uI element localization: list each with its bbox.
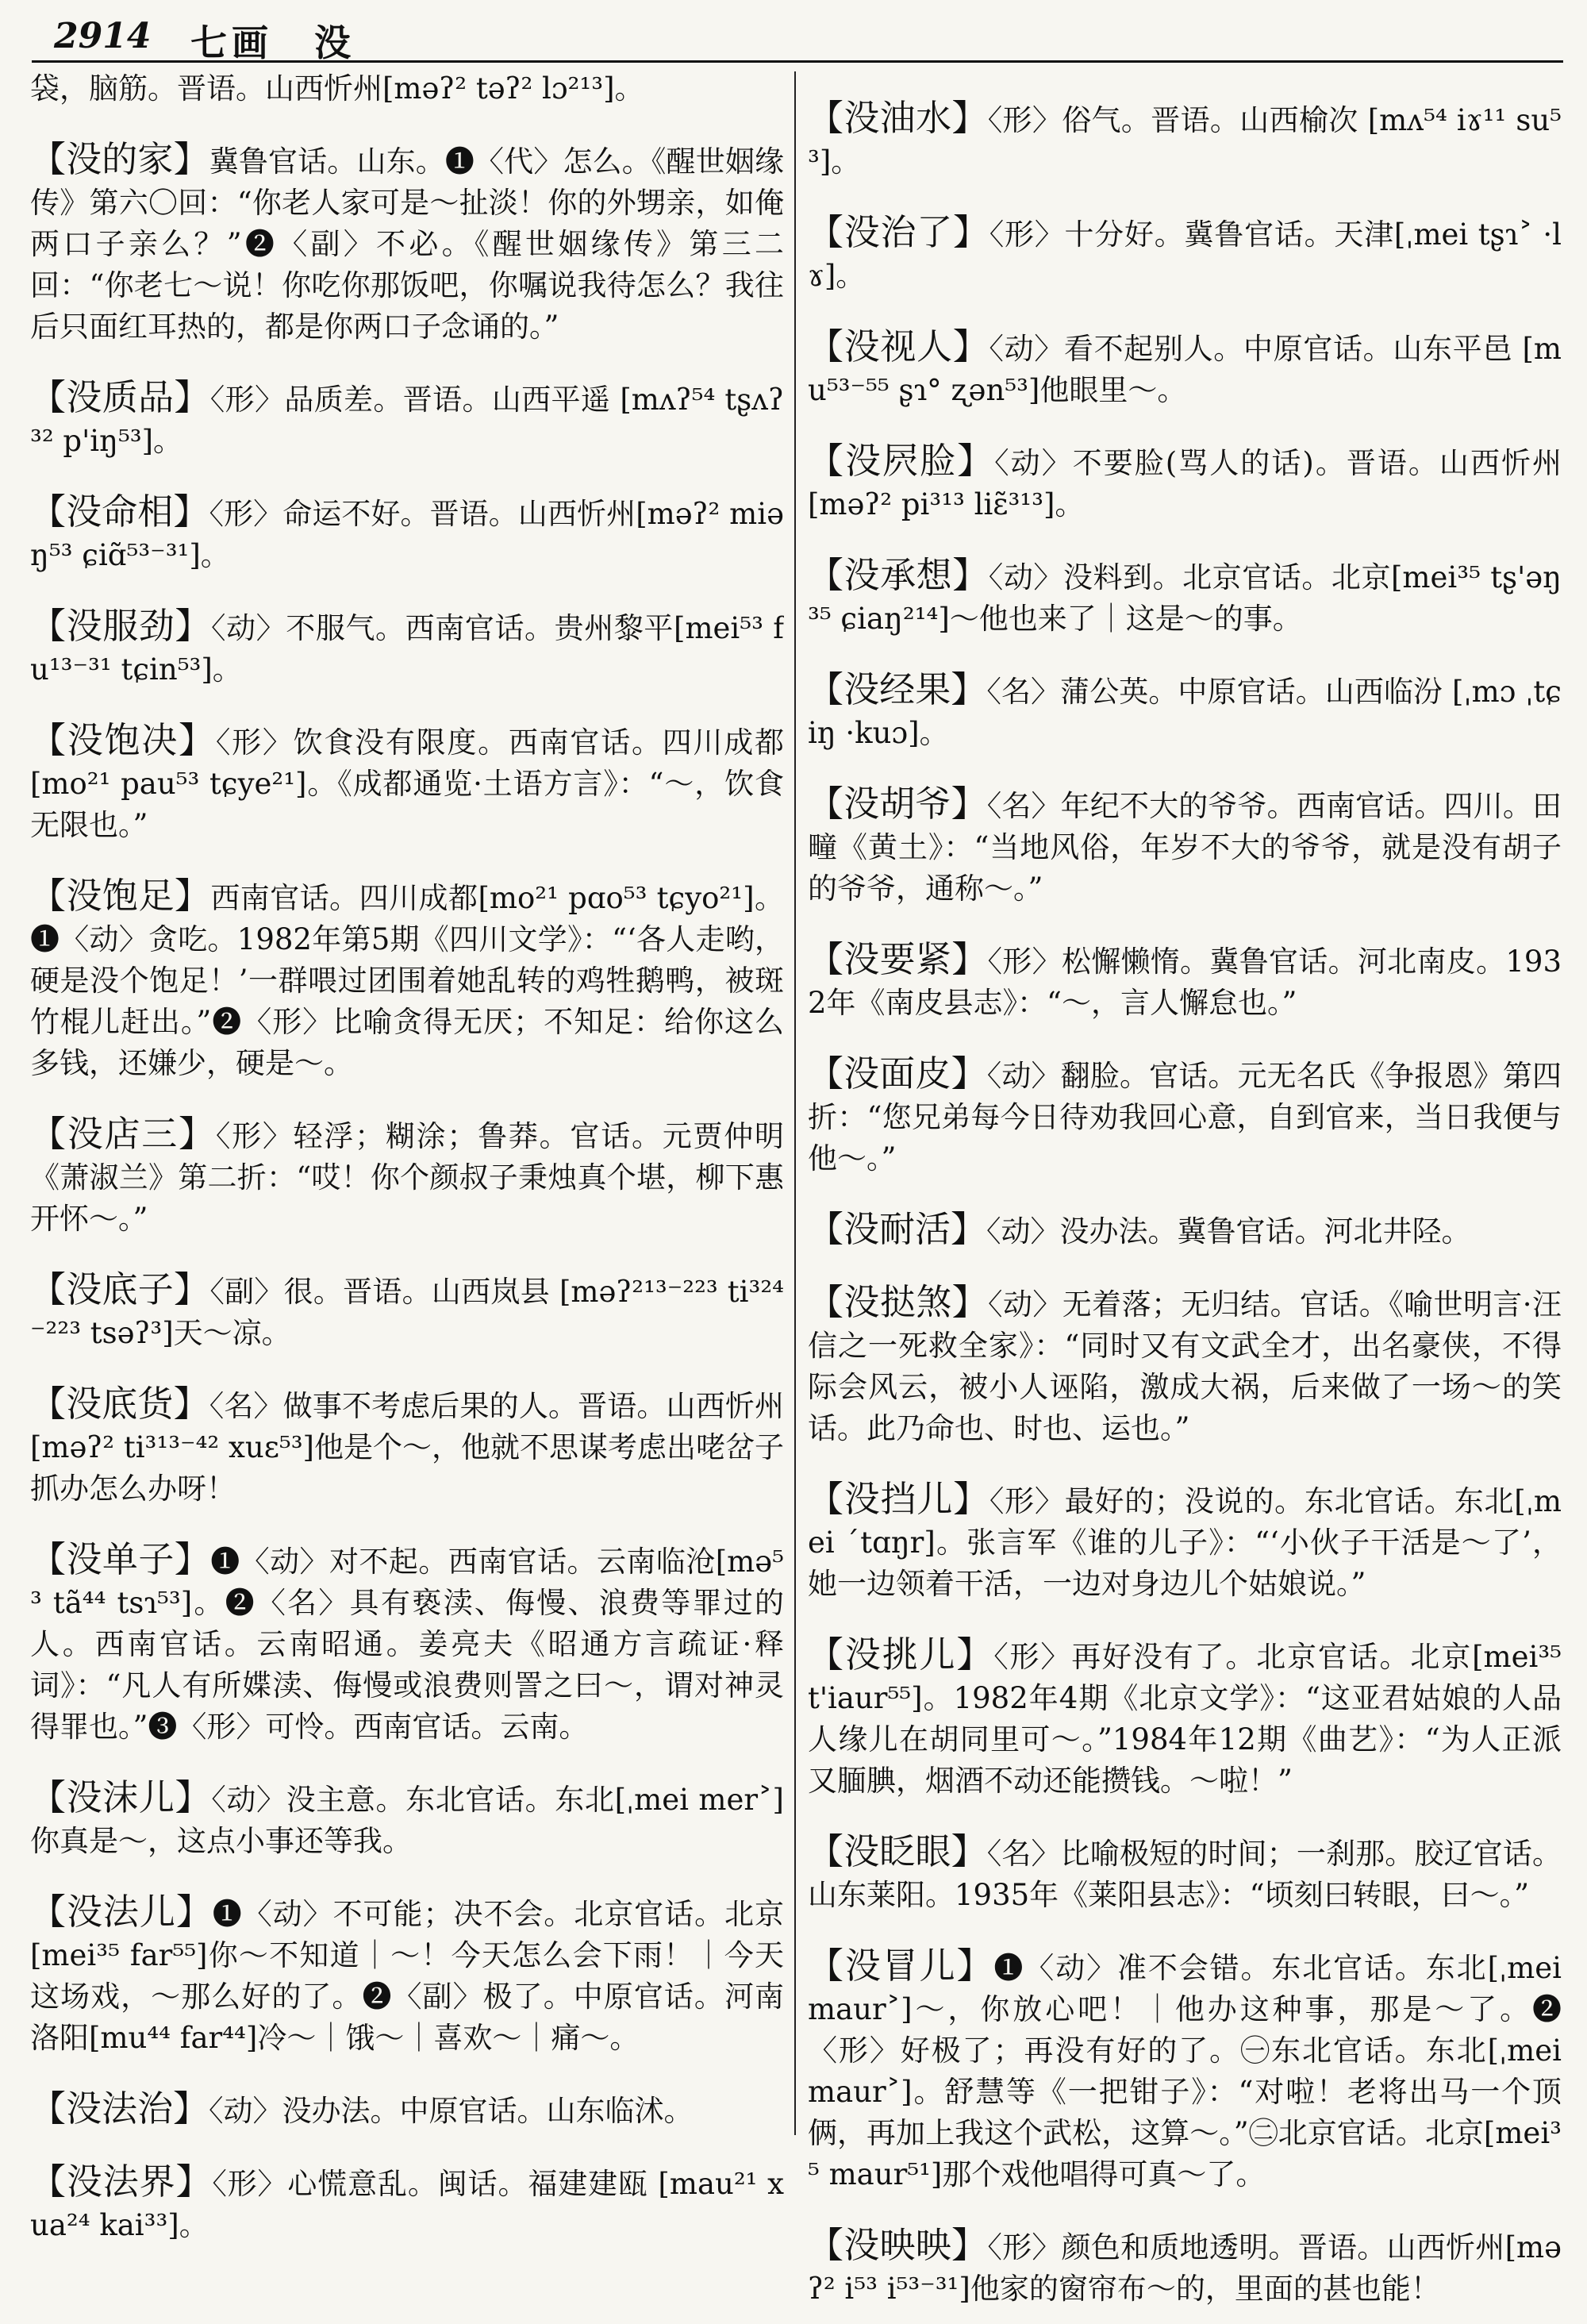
dictionary-entry bbox=[808, 1209, 1562, 1252]
page-number: 2914 bbox=[54, 16, 152, 56]
dictionary-entry bbox=[30, 1114, 784, 1240]
dictionary-entry bbox=[808, 1053, 1562, 1179]
dictionary-entry bbox=[30, 1269, 784, 1354]
entry-definition: ❶〈动〉不可能；决不会。北京官话。北京[mei³⁵ far⁵⁵]你～不知道｜～！今天怎么会下雨！｜今天这场戏，～那么好的了。❷〈副〉极了。中原官话。河南洛阳[mu⁴⁴ far⁴⁴]冷～｜饿～｜喜欢～｜痛～。 bbox=[30, 1897, 784, 2055]
entry-headword: 【没治了】 bbox=[808, 211, 989, 253]
entry-headword: 【没经果】 bbox=[808, 668, 987, 710]
dictionary-entry bbox=[808, 783, 1562, 910]
dictionary-entry bbox=[30, 1891, 784, 2059]
dictionary-entry bbox=[30, 2088, 784, 2132]
entry-headword: 【没视人】 bbox=[808, 325, 989, 367]
dictionary-entry bbox=[808, 1945, 1562, 2195]
entry-headword: 【没法治】 bbox=[30, 2087, 209, 2130]
dictionary-entry bbox=[30, 875, 784, 1084]
entry-headword: 【没挡儿】 bbox=[808, 1478, 989, 1520]
entry-headword: 【没面皮】 bbox=[808, 1052, 987, 1095]
entry-headword: 【没单子】 bbox=[30, 1538, 211, 1580]
dictionary-entry bbox=[808, 1831, 1562, 1916]
entry-headword: 【没映映】 bbox=[808, 2224, 988, 2266]
entry-definition: 西南官话。四川成都[mo²¹ pɑo⁵³ tɕyo²¹]。❶〈动〉贪吃。1982年第5期《四川文学》：“‘各人走哟，硬是没个饱足！’一群喂过团围着她乱转的鸡牲鹅鸭，被斑竹棍儿赶出。”❷〈形〉比喻贪得无厌；不知足：给你这么多钱，还嫌少，硬是～。 bbox=[30, 881, 784, 1080]
entry-headword: 【没承想】 bbox=[808, 554, 989, 596]
left-column bbox=[30, 68, 784, 2261]
entry-headword: 【没服劲】 bbox=[30, 605, 211, 647]
continuation-text: 袋，脑筋。晋语。山西忻州[məʔ² təʔ² lɔ²¹³]。 bbox=[30, 71, 644, 106]
dictionary-entry bbox=[808, 2225, 1562, 2310]
page-header bbox=[32, 11, 1563, 63]
entry-definition: 〈动〉不服气。西南官话。贵州黎平[mei⁵³ fu¹³⁻³¹ tɕin⁵³]。 bbox=[30, 611, 784, 687]
entry-headword: 【没挑儿】 bbox=[808, 1633, 994, 1676]
entry-headword: 【没胡爷】 bbox=[808, 783, 987, 825]
entry-headword: 【没饱决】 bbox=[30, 719, 216, 761]
entry-headword: 【没眨眼】 bbox=[808, 1830, 987, 1872]
entry-definition: ❶〈动〉对不起。西南官话。云南临沧[mə⁵³ tã⁴⁴ tsɿ⁵³]。❷〈名〉具有亵渎、侮慢、浪费等罪过的人。西南官话。云南昭通。姜亮夫《昭通方言疏证·释词》：“凡人有所媟渎、侮慢或浪费则詈之曰～，谓对神灵得罪也。”❸〈形〉可怜。西南官话。云南。 bbox=[30, 1545, 784, 1744]
entry-definition: ❶〈动〉准不会错。东北官话。东北[ˌmei maur˃]～，你放心吧！｜他办这种事，那是～了。❷〈形〉好极了；再没有好的了。㊀东北官话。东北[ˌmei maur˃]。舒慧等《一把钳子》：“对啦！老将出马一个顶俩，再加上我这个武松，这算～。”㊁北京官话。北京[mei³⁵ maur⁵¹]那个戏他唱得可真～了。 bbox=[808, 1951, 1562, 2191]
right-column bbox=[808, 68, 1562, 2324]
entry-headword: 【没耐活】 bbox=[808, 1208, 987, 1250]
dictionary-entry bbox=[30, 606, 784, 691]
entry-definition: 〈形〉松懈懒惰。冀鲁官话。河北南皮。1932年《南皮县志》：“～，言人懈怠也。” bbox=[808, 945, 1562, 1020]
dictionary-entry bbox=[30, 1777, 784, 1862]
dictionary-entry bbox=[808, 939, 1562, 1024]
entry-definition: 〈形〉饮食没有限度。西南官话。四川成都[mo²¹ pau⁵³ tɕye²¹]。《成都通览·土语方言》：“～，饮食无限也。” bbox=[30, 725, 784, 842]
entry-headword: 【没质品】 bbox=[30, 376, 210, 418]
dictionary-entry bbox=[808, 212, 1562, 297]
entry-definition: 〈形〉再好没有了。北京官话。北京[mei³⁵ t'iaur⁵⁵]。1982年4期《北京文学》：“这亚君姑娘的人品人缘儿在胡同里可～。”1984年12期《曲艺》：“为人正派又腼腆，烟酒不动还能攒钱。～啦！” bbox=[808, 1640, 1562, 1798]
entry-headword: 【没油水】 bbox=[808, 97, 988, 139]
dictionary-entry bbox=[30, 1539, 784, 1748]
entry-definition: 〈动〉没主意。东北官话。东北[ˌmei mer˃]你真是～，这点小事还等我。 bbox=[30, 1783, 784, 1858]
entry-definition: 〈名〉年纪不大的爷爷。西南官话。四川。田疃《黄土》：“当地风俗，年岁不大的爷爷，就是没有胡子的爷爷，通称～。” bbox=[808, 789, 1562, 906]
entry-definition: 〈动〉没办法。中原官话。山东临沭。 bbox=[209, 2094, 694, 2128]
entry-definition: 〈动〉不要脸(骂人的话)。晋语。山西忻州 [məʔ² pi³¹³ liɛ̃³¹³]。 bbox=[808, 446, 1562, 521]
dictionary-entry bbox=[808, 326, 1562, 411]
entry-definition: 〈形〉心慌意乱。闽话。福建建瓯 [mau²¹ xua²⁴ kai³³]。 bbox=[30, 2167, 784, 2242]
dictionary-entry bbox=[808, 98, 1562, 183]
entry-definition: 〈名〉做事不考虑后果的人。晋语。山西忻州[məʔ² ti³¹³⁻⁴² xuɛ⁵³]他是个～，他就不思谋考虑出咾岔子抓办怎么办呀！ bbox=[30, 1389, 784, 1506]
dictionary-entry bbox=[30, 139, 784, 348]
entry-definition: 〈形〉俗气。晋语。山西榆次 [mʌ⁵⁴ iɤ¹¹ su⁵³]。 bbox=[808, 103, 1562, 179]
entry-headword: 【没的家】 bbox=[30, 138, 209, 180]
entry-definition: 〈名〉蒲公英。中原官话。山西临汾 [ˌmɔ ˌtɕiŋ ·kuɔ]。 bbox=[808, 675, 1562, 750]
entry-headword: 【没法儿】 bbox=[30, 1891, 213, 1933]
entry-definition: 〈形〉品质差。晋语。山西平遥 [mʌʔ⁵⁴ tʂʌʔ³² p'iŋ⁵³]。 bbox=[30, 383, 784, 458]
dictionary-entry bbox=[30, 720, 784, 846]
entry-definition: 〈形〉轻浮；糊涂；鲁莽。官话。元贾仲明《萧淑兰》第二折：“哎！你个颜叔子秉烛真个堪，柳下惠开怀～。” bbox=[30, 1119, 784, 1236]
entry-definition: 〈副〉很。晋语。山西岚县 [məʔ²¹³⁻²²³ ti³²⁴⁻²²³ tsəʔ³]天～凉。 bbox=[30, 1275, 784, 1350]
entry-headword: 【没沫儿】 bbox=[30, 1776, 212, 1818]
dictionary-entry bbox=[30, 491, 784, 576]
entry-headword: 【没命相】 bbox=[30, 491, 209, 533]
entry-definition: 〈动〉看不起别人。中原官话。山东平邑 [mu⁵³⁻⁵⁵ ʂɿ° ʐən⁵³]他眼里～。 bbox=[808, 332, 1562, 407]
entry-definition: 〈形〉十分好。冀鲁官话。天津[ˌmei tʂɿ˃ ·lɤ]。 bbox=[808, 217, 1562, 293]
entry-headword: 【没要紧】 bbox=[808, 938, 988, 980]
dictionary-entry bbox=[30, 377, 784, 462]
entry-definition: 冀鲁官话。山东。❶〈代〉怎么。《醒世姻缘传》第六〇回：“你老人家可是～扯淡！你的外甥亲，如俺两口子亲么？”❷〈副〉不必。《醒世姻缘传》第三二回：“你老七～说！你吃你那饭吧，你嘱说我待怎么？我往后只面红耳热的，都是你两口子念诵的。” bbox=[30, 144, 784, 344]
dictionary-entry bbox=[808, 441, 1562, 525]
entry-headword: 【没店三】 bbox=[30, 1113, 216, 1155]
left-entries bbox=[30, 139, 784, 2246]
entry-headword: 【没底子】 bbox=[30, 1268, 210, 1310]
entry-definition: 〈动〉没办法。冀鲁官话。河北井陉。 bbox=[986, 1214, 1471, 1249]
entry-definition: 〈名〉比喻极短的时间；一刹那。胶辽官话。山东莱阳。1935年《莱阳县志》：“顷刻曰转眼，曰～。” bbox=[808, 1837, 1562, 1912]
dictionary-entry bbox=[808, 1479, 1562, 1605]
entry-definition: 〈动〉没料到。北京官话。北京[mei³⁵ tʂ'əŋ³⁵ ɕiaŋ²¹⁴]～他也来了｜这是～的事。 bbox=[808, 560, 1562, 636]
entry-definition: 〈形〉颜色和质地透明。晋语。山西忻州[məʔ² i⁵³ i⁵³⁻³¹]他家的窗帘布～的，里面的甚也能！ bbox=[808, 2230, 1562, 2306]
entry-headword: 【没冒儿】 bbox=[808, 1945, 994, 1987]
dictionary-entry bbox=[808, 1634, 1562, 1802]
dictionary-entry bbox=[808, 555, 1562, 640]
column-divider bbox=[794, 71, 796, 2135]
entry-definition: 〈形〉命运不好。晋语。山西忻州[məʔ² miəŋ⁵³ ɕiɑ̃⁵³⁻³¹]。 bbox=[30, 497, 784, 572]
entry-definition: 〈动〉无着落；无归结。官话。《喻世明言·汪信之一死救全家》：“同时又有文武全才，出名豪侠，不得际会风云，被小人诬陷，激成大祸，后来做了一场～的笑话。此乃命也、时也、运也。” bbox=[808, 1287, 1562, 1445]
entry-headword: 【没底货】 bbox=[30, 1383, 209, 1425]
dictionary-entry bbox=[808, 1282, 1562, 1449]
entry-headword: 【没挞煞】 bbox=[808, 1281, 989, 1323]
entry-definition: 〈动〉翻脸。官话。元无名氏《争报恩》第四折：“您兄弟每今日待劝我回心意，自到官来，当日我便与他～。” bbox=[808, 1059, 1562, 1175]
section-title: 七画 没 bbox=[190, 21, 355, 64]
dictionary-entry bbox=[808, 669, 1562, 754]
dictionary-entry bbox=[30, 2161, 784, 2246]
dictionary-entry bbox=[30, 1383, 784, 1510]
entry-headword: 【没法界】 bbox=[30, 2160, 213, 2203]
entry-headword: 【没饱足】 bbox=[30, 875, 211, 917]
entry-headword: 【没屄脸】 bbox=[808, 440, 995, 482]
right-entries bbox=[808, 98, 1562, 2310]
entry-definition: 〈形〉最好的；没说的。东北官话。东北[ˌmei ˊtɑŋr]。张言军《谁的儿子》：“‘小伙子干活是～了’，她一边领着干活，一边对身边儿个姑娘说。” bbox=[808, 1484, 1562, 1601]
